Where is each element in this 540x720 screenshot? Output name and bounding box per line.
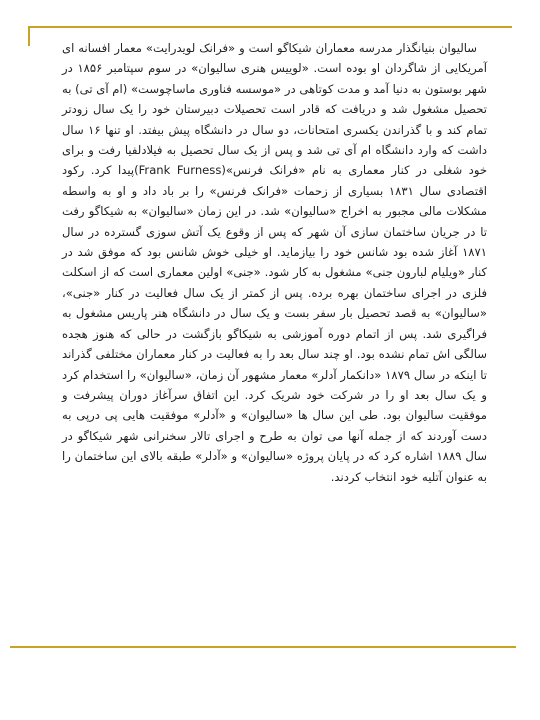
article-body (62, 38, 487, 487)
article-paragraph: سالیوان بنیانگذار مدرسه معماران شیکاگو است و «فرانک لویدرایت» معمار افسانه ای آمریکایی از شاگردان او بوده است. «لوییس هنری سالیوان» در سوم سپتامبر ۱۸۵۶ در شهر بوستون به دنیا آمد و مدت کوتاهی در «موسسه فناوری ماساچوست» (ام آی تی) به تحصیل مشغول شد و دریافت که قادر است تحصیلات دبیرستان خود را یک سال زودتر تمام کند و با گذراندن یکسری امتحانات، دو سال در دانشگاه پیش بیفتد. او تنها ۱۶ سال داشت که وارد دانشگاه ام آی تی شد و پس از یک سال تحصیل به فیلادلفیا رفت و برای خود شغلی در کنار معماری به نام «فرانک فرنس»(Frank Furness)پیدا کرد. رکود اقتصادی سال ۱۸۳۱ بسیاری از زحمات «فرانک فرنس» را بر باد داد و او به واسطه مشکلات مالی مجبور به اخراج «سالیوان» شد. در این زمان «سالیوان» به شیکاگو رفت تا در جریان ساختمان سازی آن شهر که پس از وقوع یک آتش سوزی گسترده در سال ۱۸۷۱ آغاز شده بود شانس خود را بیازماید. او خیلی خوش شانس بود که موفق شد در کنار «ویلیام لبارون جنی» مشغول به کار شود. «جنی» اولین معماری است که از اسکلت فلزی در اجرای ساختمان بهره برده. پس از کمتر از یک سال فعالیت در کنار «جنی»، «سالیوان» به قصد تحصیل بار سفر بست و یک سال در دانشگاه هنر پاریس مشغول به فراگیری شد. پس از اتمام دوره آموزشی به شیکاگو بازگشت در حالی که هنوز هجده سالگی اش تمام نشده بود. او چند سال بعد را به فعالیت در کنار معماران مختلفی گذراند تا اینکه در سال ۱۸۷۹ «دانکمار آدلر» معمار مشهور آن زمان، «سالیوان» را استخدام کرد و یک سال بعد او را در شرکت خود شریک کرد. این اتفاق سرآغاز دوران پیشرفت و موفقیت سالیوان بود. طی این سال ها «سالیوان» و «آدلر» موفقیت هایی پی درپی به دست آوردند که از جمله آنها می توان به طرح و اجرای تالار سخنرانی شهر شیکاگو در سال ۱۸۸۹ اشاره کرد که در پایان پروژه «سالیوان» و «آدلر» طبقه بالای این ساختمان را به عنوان آتلیه خود انتخاب کردند. (62, 41, 487, 484)
top-left-accent-bar (28, 26, 30, 46)
top-rule-line (28, 26, 512, 28)
bottom-rule-line (10, 646, 516, 648)
